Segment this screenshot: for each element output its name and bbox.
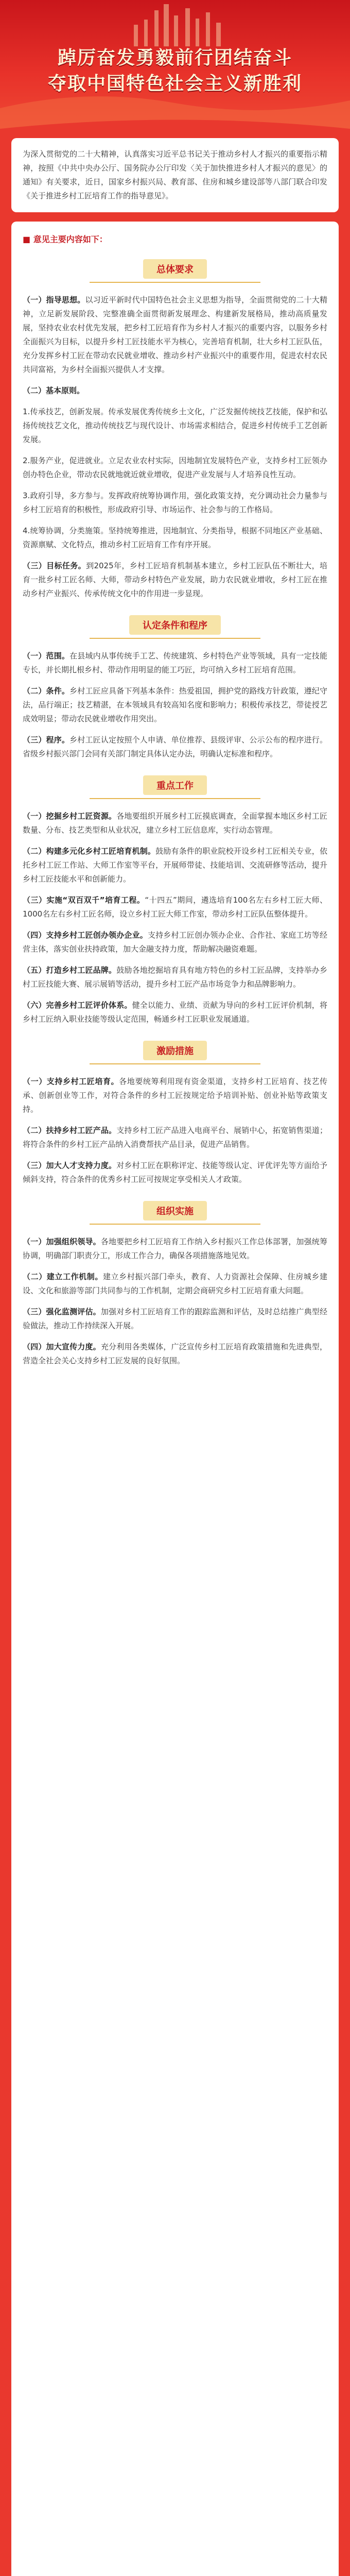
paragraph: （二）条件。乡村工匠应具备下列基本条件：热爱祖国，拥护党的路线方针政策，遵纪守法，品行端正；技艺精湛，在本领域具有较高知名度和影响力；积极传承技艺，带徒授艺成效明显；带动农民就业增收作用突出。: [23, 686, 327, 723]
paragraph: （二）建立工作机制。建立乡村振兴部门牵头，教育、人力资源社会保障、住房城乡建设、文化和旅游等部门共同参与的工作机制，定期会商研究乡村工匠培育重大问题。: [23, 1272, 327, 1295]
paragraph: 3.政府引导，多方参与。发挥政府统筹协调作用，强化政策支持，充分调动社会力量参与乡村工匠培育的积极性，形成政府引导、市场运作、社会参与的工作格局。: [23, 491, 327, 514]
intro-text: 为深入贯彻党的二十大精神，认真落实习近平总书记关于推动乡村人才振兴的重要指示精神，按照《中共中央办公厅、国务院办公厅印发〈关于加快推进乡村人才振兴的意见〉的通知》有关要求，近日，国家乡村振兴局、教育部、住房和城乡建设部等八部门联合印发《关于推进乡村工匠培育工作的指导意见》。: [23, 149, 327, 200]
paragraph: （三）实施“双百双千”培育工程。“十四五”期间，遴选培育100名左右乡村工匠大师、1000名左右乡村工匠名师，设立乡村工匠大师工作室，带动乡村工匠队伍整体提升。: [23, 895, 327, 919]
paragraph: （三）加大人才支持力度。对乡村工匠在职称评定、技能等级认定、评优评先等方面给予倾斜支持，符合条件的优秀乡村工匠可按规定享受相关人才政策。: [23, 1161, 327, 1184]
section-overall: [23, 259, 327, 601]
paragraph: （一）指导思想。以习近平新时代中国特色社会主义思想为指导，全面贯彻党的二十大精神，立足新发展阶段、完整准确全面贯彻新发展理念、构建新发展格局，推动高质量发展，坚持农业农村优先发展，把乡村工匠培育作为乡村人才振兴的重要内容，以服务乡村全面振兴为目标，以提升乡村工匠技能水平为核心，完善培育机制，壮大乡村工匠队伍，充分发挥乡村工匠在带动农民就业增收、推动乡村产业振兴中的重要作用，促进农村农民共同富裕，为乡村全面振兴提供人才支撑。: [23, 295, 327, 374]
paragraph: （三）强化监测评估。加强对乡村工匠培育工作的跟踪监测和评估，及时总结推广典型经验做法，推动工作持续深入开展。: [23, 1307, 327, 1330]
section-title-underline: [90, 1063, 260, 1064]
paragraph: （一）范围。在县域内从事传统手工艺、传统建筑、乡村特色产业等领域，具有一定技能专长，并长期扎根乡村、带动作用明显的能工巧匠，均可纳入乡村工匠培育范围。: [23, 651, 327, 674]
paragraph: （一）加强组织领导。各地要把乡村工匠培育工作纳入乡村振兴工作总体部署，加强统筹协调，明确部门职责分工，形成工作合力，确保各项措施落地见效。: [23, 1237, 327, 1260]
paragraph: （四）加大宣传力度。充分利用各类媒体，广泛宣传乡村工匠培育政策措施和先进典型，营造全社会关心支持乡村工匠发展的良好氛围。: [23, 1342, 327, 1365]
paragraph: 2.服务产业，促进就业。立足农业农村实际，因地制宜发展特色产业，支持乡村工匠领办创办特色企业，带动农民就地就近就业增收，促进产业发展与人才培养良性互动。: [23, 456, 327, 479]
paragraph: （二）扶持乡村工匠产品。支持乡村工匠产品进入电商平台、展销中心，拓宽销售渠道；将符合条件的乡村工匠产品纳入消费帮扶产品目录，促进产品销售。: [23, 1126, 327, 1149]
document-body: [11, 222, 339, 2576]
section-incentives: [23, 1041, 327, 1187]
section-title-underline: [90, 798, 260, 799]
banner-title-line1: 踔厉奋发勇毅前行团结奋斗: [57, 47, 292, 69]
banner-title-line2: 夺取中国特色社会主义新胜利: [47, 73, 302, 94]
section-title: 认定条件和程序: [129, 615, 221, 635]
paragraph: （四）支持乡村工匠创办领办企业。支持乡村工匠创办领办企业、合作社、家庭工坊等经营主体，落实创业扶持政策，加大金融支持力度，帮助解决融资难题。: [23, 930, 327, 954]
paragraph: 4.统筹协调，分类施策。坚持统筹推进，因地制宜、分类指导，根据不同地区产业基础、资源禀赋、文化特点，推动乡村工匠培育工作有序开展。: [23, 526, 327, 549]
doc-heading: ■ 意见主要内容如下：: [23, 233, 327, 245]
paragraph: （六）完善乡村工匠评价体系。健全以能力、业绩、贡献为导向的乡村工匠评价机制，将乡村工匠纳入职业技能等级认定范围，畅通乡村工匠职业发展通道。: [23, 1001, 327, 1024]
paragraph: （五）打造乡村工匠品牌。鼓励各地挖掘培育具有地方特色的乡村工匠品牌，支持举办乡村工匠技能大赛、展示展销等活动，提升乡村工匠产品市场竞争力和品牌影响力。: [23, 965, 327, 989]
section-title-underline: [90, 638, 260, 639]
paragraph: 1.传承技艺，创新发展。传承发展优秀传统乡土文化，广泛发掘传统技艺技能，保护和弘扬传统技艺文化，推动传统技艺与现代设计、市场需求相结合，促进乡村传统手工艺创新发展。: [23, 407, 327, 444]
section-key-work: [23, 775, 327, 1026]
section-criteria: [23, 615, 327, 761]
paragraph: （三）目标任务。到2025年，乡村工匠培育机制基本建立，乡村工匠队伍不断壮大，培育一批乡村工匠名师、大师，带动乡村特色产业发展，助力农民就业增收，乡村工匠在推动乡村产业振兴、传承传统文化中的作用进一步显现。: [23, 561, 327, 598]
section-title-underline: [90, 1224, 260, 1225]
intro-box: [11, 138, 339, 212]
paragraph: （一）挖掘乡村工匠资源。各地要组织开展乡村工匠摸底调查，全面掌握本地区乡村工匠数量、分布、技艺类型和从业状况，建立乡村工匠信息库，实行动态管理。: [23, 811, 327, 835]
paragraph: （二）构建多元化乡村工匠培育机制。鼓励有条件的职业院校开设乡村工匠相关专业，依托乡村工匠工作站、大师工作室等平台，开展师带徒、技能培训、交流研修等活动，提升乡村工匠技能水平和创新能力。: [23, 846, 327, 884]
section-title: 组织实施: [143, 1201, 207, 1221]
section-title: 激励措施: [143, 1041, 207, 1060]
section-title: 重点工作: [143, 775, 207, 795]
section-implementation: [23, 1201, 327, 1368]
section-title-underline: [90, 282, 260, 283]
paragraph: （二）基本原则。: [23, 386, 85, 395]
paragraph: （一）支持乡村工匠培育。各地要统筹利用现有资金渠道，支持乡村工匠培育、技艺传承、创新创业等工作，对符合条件的乡村工匠按规定给予培训补贴、创业补贴等政策支持。: [23, 1077, 327, 1114]
paragraph: （三）程序。乡村工匠认定按照个人申请、单位推荐、县级评审、公示公布的程序进行。省级乡村振兴部门会同有关部门制定具体认定办法，明确认定标准和程序。: [23, 735, 327, 758]
header-banner: [0, 0, 350, 135]
section-title: 总体要求: [143, 259, 207, 279]
